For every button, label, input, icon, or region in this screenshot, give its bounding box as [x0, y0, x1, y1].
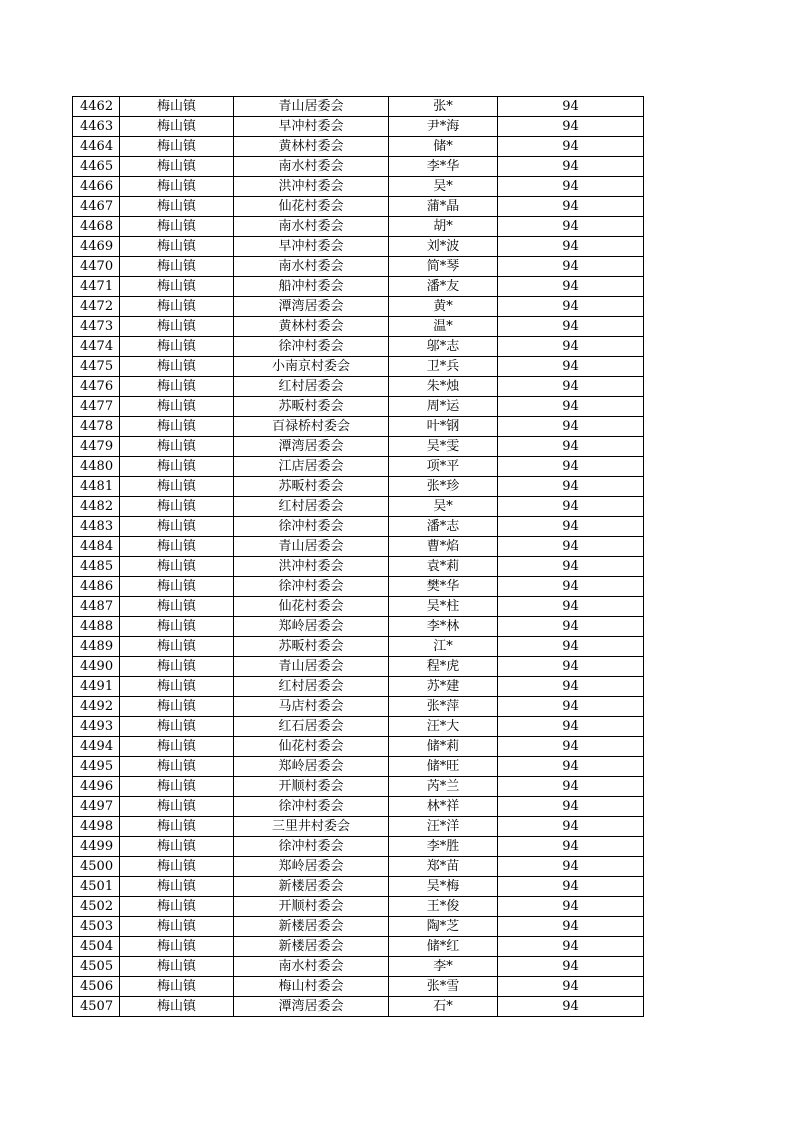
- table-row: [73, 217, 644, 237]
- cell-name: 胡*: [389, 217, 498, 237]
- cell-town: 梅山镇: [120, 257, 234, 277]
- cell-town: 梅山镇: [120, 597, 234, 617]
- cell-town: 梅山镇: [120, 877, 234, 897]
- cell-name: 陶*芝: [389, 917, 498, 937]
- cell-score: 94: [498, 857, 644, 877]
- cell-name: 周*运: [389, 397, 498, 417]
- cell-town: 梅山镇: [120, 897, 234, 917]
- cell-score: 94: [498, 797, 644, 817]
- cell-score: 94: [498, 657, 644, 677]
- cell-id: 4497: [73, 797, 120, 817]
- cell-name: 苏*建: [389, 677, 498, 697]
- cell-id: 4500: [73, 857, 120, 877]
- table-row: [73, 497, 644, 517]
- cell-town: 梅山镇: [120, 857, 234, 877]
- cell-score: 94: [498, 257, 644, 277]
- table-row: [73, 357, 644, 377]
- cell-name: 林*祥: [389, 797, 498, 817]
- table-row: [73, 277, 644, 297]
- cell-town: 梅山镇: [120, 777, 234, 797]
- cell-id: 4464: [73, 137, 120, 157]
- cell-score: 94: [498, 577, 644, 597]
- cell-town: 梅山镇: [120, 757, 234, 777]
- cell-score: 94: [498, 597, 644, 617]
- cell-id: 4488: [73, 617, 120, 637]
- cell-score: 94: [498, 377, 644, 397]
- cell-score: 94: [498, 537, 644, 557]
- cell-town: 梅山镇: [120, 637, 234, 657]
- cell-id: 4507: [73, 997, 120, 1017]
- cell-name: 潘*友: [389, 277, 498, 297]
- cell-name: 刘*波: [389, 237, 498, 257]
- cell-name: 尹*海: [389, 117, 498, 137]
- cell-town: 梅山镇: [120, 237, 234, 257]
- cell-score: 94: [498, 637, 644, 657]
- table-row: [73, 117, 644, 137]
- cell-committee: 新楼居委会: [234, 937, 389, 957]
- cell-score: 94: [498, 237, 644, 257]
- cell-id: 4468: [73, 217, 120, 237]
- cell-id: 4467: [73, 197, 120, 217]
- cell-score: 94: [498, 697, 644, 717]
- cell-name: 李*胜: [389, 837, 498, 857]
- cell-town: 梅山镇: [120, 717, 234, 737]
- table-row: [73, 837, 644, 857]
- cell-name: 吴*: [389, 177, 498, 197]
- cell-score: 94: [498, 677, 644, 697]
- table-body: [73, 97, 644, 1017]
- table-row: [73, 917, 644, 937]
- cell-town: 梅山镇: [120, 357, 234, 377]
- cell-id: 4485: [73, 557, 120, 577]
- cell-score: 94: [498, 297, 644, 317]
- cell-id: 4487: [73, 597, 120, 617]
- cell-committee: 梅山村委会: [234, 977, 389, 997]
- cell-town: 梅山镇: [120, 397, 234, 417]
- cell-committee: 苏畈村委会: [234, 477, 389, 497]
- cell-id: 4496: [73, 777, 120, 797]
- cell-committee: 红村居委会: [234, 377, 389, 397]
- cell-committee: 徐冲村委会: [234, 797, 389, 817]
- cell-committee: 开顺村委会: [234, 897, 389, 917]
- table-row: [73, 137, 644, 157]
- cell-committee: 徐冲村委会: [234, 337, 389, 357]
- cell-id: 4477: [73, 397, 120, 417]
- cell-id: 4473: [73, 317, 120, 337]
- cell-committee: 洪冲村委会: [234, 177, 389, 197]
- table-row: [73, 857, 644, 877]
- cell-committee: 百禄桥村委会: [234, 417, 389, 437]
- cell-committee: 江店居委会: [234, 457, 389, 477]
- cell-committee: 红石居委会: [234, 717, 389, 737]
- cell-town: 梅山镇: [120, 557, 234, 577]
- cell-name: 储*莉: [389, 737, 498, 757]
- cell-committee: 早冲村委会: [234, 117, 389, 137]
- cell-town: 梅山镇: [120, 337, 234, 357]
- cell-name: 李*: [389, 957, 498, 977]
- cell-committee: 南水村委会: [234, 957, 389, 977]
- cell-id: 4486: [73, 577, 120, 597]
- cell-name: 李*华: [389, 157, 498, 177]
- cell-id: 4482: [73, 497, 120, 517]
- cell-score: 94: [498, 777, 644, 797]
- cell-score: 94: [498, 837, 644, 857]
- cell-name: 王*俊: [389, 897, 498, 917]
- cell-name: 吴*柱: [389, 597, 498, 617]
- cell-score: 94: [498, 417, 644, 437]
- cell-town: 梅山镇: [120, 377, 234, 397]
- cell-town: 梅山镇: [120, 217, 234, 237]
- cell-town: 梅山镇: [120, 157, 234, 177]
- cell-town: 梅山镇: [120, 837, 234, 857]
- cell-town: 梅山镇: [120, 977, 234, 997]
- cell-committee: 郑岭居委会: [234, 757, 389, 777]
- cell-name: 江*: [389, 637, 498, 657]
- cell-id: 4489: [73, 637, 120, 657]
- cell-id: 4481: [73, 477, 120, 497]
- cell-id: 4476: [73, 377, 120, 397]
- cell-town: 梅山镇: [120, 517, 234, 537]
- table-row: [73, 337, 644, 357]
- cell-id: 4465: [73, 157, 120, 177]
- table-row: [73, 177, 644, 197]
- table-row: [73, 297, 644, 317]
- cell-committee: 三里井村委会: [234, 817, 389, 837]
- cell-score: 94: [498, 157, 644, 177]
- cell-name: 曹*焰: [389, 537, 498, 557]
- table-row: [73, 657, 644, 677]
- cell-id: 4492: [73, 697, 120, 717]
- cell-committee: 潭湾居委会: [234, 297, 389, 317]
- cell-score: 94: [498, 737, 644, 757]
- cell-town: 梅山镇: [120, 997, 234, 1017]
- table-row: [73, 737, 644, 757]
- cell-name: 汪*洋: [389, 817, 498, 837]
- cell-town: 梅山镇: [120, 677, 234, 697]
- cell-town: 梅山镇: [120, 137, 234, 157]
- cell-town: 梅山镇: [120, 477, 234, 497]
- cell-committee: 徐冲村委会: [234, 837, 389, 857]
- cell-name: 吴*梅: [389, 877, 498, 897]
- cell-score: 94: [498, 477, 644, 497]
- cell-committee: 郑岭居委会: [234, 617, 389, 637]
- cell-town: 梅山镇: [120, 177, 234, 197]
- cell-score: 94: [498, 397, 644, 417]
- cell-name: 叶*钢: [389, 417, 498, 437]
- cell-id: 4466: [73, 177, 120, 197]
- cell-town: 梅山镇: [120, 617, 234, 637]
- cell-committee: 仙花村委会: [234, 597, 389, 617]
- cell-committee: 青山居委会: [234, 537, 389, 557]
- table-row: [73, 237, 644, 257]
- cell-id: 4505: [73, 957, 120, 977]
- cell-town: 梅山镇: [120, 577, 234, 597]
- cell-score: 94: [498, 317, 644, 337]
- cell-id: 4493: [73, 717, 120, 737]
- cell-committee: 仙花村委会: [234, 197, 389, 217]
- cell-committee: 黄林村委会: [234, 317, 389, 337]
- cell-name: 温*: [389, 317, 498, 337]
- table-row: [73, 437, 644, 457]
- cell-score: 94: [498, 117, 644, 137]
- cell-town: 梅山镇: [120, 957, 234, 977]
- table-row: [73, 957, 644, 977]
- cell-name: 储*红: [389, 937, 498, 957]
- cell-score: 94: [498, 337, 644, 357]
- cell-name: 吴*雯: [389, 437, 498, 457]
- table-row: [73, 897, 644, 917]
- table-row: [73, 977, 644, 997]
- cell-town: 梅山镇: [120, 797, 234, 817]
- cell-town: 梅山镇: [120, 297, 234, 317]
- cell-name: 吴*: [389, 497, 498, 517]
- table-row: [73, 457, 644, 477]
- cell-score: 94: [498, 617, 644, 637]
- cell-score: 94: [498, 957, 644, 977]
- cell-id: 4494: [73, 737, 120, 757]
- cell-score: 94: [498, 997, 644, 1017]
- cell-committee: 早冲村委会: [234, 237, 389, 257]
- cell-town: 梅山镇: [120, 117, 234, 137]
- cell-name: 卫*兵: [389, 357, 498, 377]
- cell-committee: 郑岭居委会: [234, 857, 389, 877]
- cell-score: 94: [498, 497, 644, 517]
- table-row: [73, 477, 644, 497]
- cell-committee: 红村居委会: [234, 677, 389, 697]
- cell-town: 梅山镇: [120, 817, 234, 837]
- cell-id: 4478: [73, 417, 120, 437]
- table-row: [73, 577, 644, 597]
- table-row: [73, 877, 644, 897]
- cell-id: 4469: [73, 237, 120, 257]
- cell-committee: 红村居委会: [234, 497, 389, 517]
- table-row: [73, 257, 644, 277]
- table-row: [73, 617, 644, 637]
- cell-town: 梅山镇: [120, 437, 234, 457]
- cell-name: 张*珍: [389, 477, 498, 497]
- table-row: [73, 717, 644, 737]
- cell-committee: 徐冲村委会: [234, 577, 389, 597]
- cell-score: 94: [498, 277, 644, 297]
- table-row: [73, 317, 644, 337]
- cell-name: 黄*: [389, 297, 498, 317]
- cell-name: 郑*苗: [389, 857, 498, 877]
- cell-score: 94: [498, 557, 644, 577]
- cell-id: 4483: [73, 517, 120, 537]
- cell-id: 4472: [73, 297, 120, 317]
- cell-name: 储*: [389, 137, 498, 157]
- cell-name: 储*旺: [389, 757, 498, 777]
- cell-id: 4475: [73, 357, 120, 377]
- cell-committee: 新楼居委会: [234, 917, 389, 937]
- table-row: [73, 517, 644, 537]
- cell-town: 梅山镇: [120, 417, 234, 437]
- table-row: [73, 697, 644, 717]
- cell-committee: 苏畈村委会: [234, 397, 389, 417]
- cell-town: 梅山镇: [120, 937, 234, 957]
- cell-name: 汪*大: [389, 717, 498, 737]
- cell-committee: 徐冲村委会: [234, 517, 389, 537]
- cell-town: 梅山镇: [120, 537, 234, 557]
- table-row: [73, 937, 644, 957]
- cell-name: 张*雪: [389, 977, 498, 997]
- cell-name: 樊*华: [389, 577, 498, 597]
- cell-score: 94: [498, 137, 644, 157]
- cell-town: 梅山镇: [120, 197, 234, 217]
- cell-committee: 南水村委会: [234, 257, 389, 277]
- cell-score: 94: [498, 897, 644, 917]
- cell-score: 94: [498, 977, 644, 997]
- table-row: [73, 377, 644, 397]
- table-row: [73, 757, 644, 777]
- cell-id: 4462: [73, 97, 120, 117]
- cell-id: 4501: [73, 877, 120, 897]
- cell-name: 简*琴: [389, 257, 498, 277]
- cell-id: 4499: [73, 837, 120, 857]
- cell-name: 石*: [389, 997, 498, 1017]
- cell-score: 94: [498, 917, 644, 937]
- cell-score: 94: [498, 177, 644, 197]
- cell-committee: 洪冲村委会: [234, 557, 389, 577]
- cell-score: 94: [498, 817, 644, 837]
- cell-town: 梅山镇: [120, 497, 234, 517]
- cell-id: 4484: [73, 537, 120, 557]
- cell-town: 梅山镇: [120, 317, 234, 337]
- cell-id: 4480: [73, 457, 120, 477]
- cell-name: 芮*兰: [389, 777, 498, 797]
- cell-name: 李*林: [389, 617, 498, 637]
- table-row: [73, 97, 644, 117]
- table-row: [73, 557, 644, 577]
- cell-name: 袁*莉: [389, 557, 498, 577]
- cell-committee: 青山居委会: [234, 97, 389, 117]
- table-row: [73, 597, 644, 617]
- cell-id: 4479: [73, 437, 120, 457]
- cell-committee: 南水村委会: [234, 217, 389, 237]
- cell-id: 4506: [73, 977, 120, 997]
- data-table: [72, 96, 644, 1017]
- cell-score: 94: [498, 197, 644, 217]
- cell-name: 张*萍: [389, 697, 498, 717]
- cell-score: 94: [498, 457, 644, 477]
- cell-id: 4502: [73, 897, 120, 917]
- cell-score: 94: [498, 877, 644, 897]
- cell-name: 朱*烛: [389, 377, 498, 397]
- cell-committee: 潭湾居委会: [234, 437, 389, 457]
- cell-town: 梅山镇: [120, 737, 234, 757]
- table-row: [73, 677, 644, 697]
- table-row: [73, 197, 644, 217]
- cell-town: 梅山镇: [120, 657, 234, 677]
- cell-committee: 新楼居委会: [234, 877, 389, 897]
- cell-committee: 青山居委会: [234, 657, 389, 677]
- cell-score: 94: [498, 437, 644, 457]
- cell-town: 梅山镇: [120, 277, 234, 297]
- cell-name: 潘*志: [389, 517, 498, 537]
- table-row: [73, 637, 644, 657]
- cell-name: 张*: [389, 97, 498, 117]
- cell-id: 4490: [73, 657, 120, 677]
- cell-score: 94: [498, 217, 644, 237]
- cell-name: 项*平: [389, 457, 498, 477]
- cell-id: 4498: [73, 817, 120, 837]
- cell-committee: 仙花村委会: [234, 737, 389, 757]
- cell-id: 4491: [73, 677, 120, 697]
- cell-name: 程*虎: [389, 657, 498, 677]
- table-row: [73, 537, 644, 557]
- cell-score: 94: [498, 357, 644, 377]
- cell-town: 梅山镇: [120, 457, 234, 477]
- cell-committee: 小南京村委会: [234, 357, 389, 377]
- table-row: [73, 157, 644, 177]
- table-row: [73, 417, 644, 437]
- cell-committee: 开顺村委会: [234, 777, 389, 797]
- cell-id: 4463: [73, 117, 120, 137]
- cell-score: 94: [498, 517, 644, 537]
- table-row: [73, 817, 644, 837]
- cell-id: 4504: [73, 937, 120, 957]
- cell-town: 梅山镇: [120, 97, 234, 117]
- cell-committee: 苏畈村委会: [234, 637, 389, 657]
- cell-committee: 船冲村委会: [234, 277, 389, 297]
- cell-town: 梅山镇: [120, 917, 234, 937]
- cell-id: 4503: [73, 917, 120, 937]
- cell-id: 4471: [73, 277, 120, 297]
- table-row: [73, 777, 644, 797]
- table-row: [73, 997, 644, 1017]
- cell-score: 94: [498, 757, 644, 777]
- cell-id: 4474: [73, 337, 120, 357]
- cell-committee: 马店村委会: [234, 697, 389, 717]
- cell-committee: 南水村委会: [234, 157, 389, 177]
- table-row: [73, 797, 644, 817]
- cell-id: 4495: [73, 757, 120, 777]
- cell-committee: 黄林村委会: [234, 137, 389, 157]
- table-row: [73, 397, 644, 417]
- cell-score: 94: [498, 717, 644, 737]
- cell-id: 4470: [73, 257, 120, 277]
- cell-score: 94: [498, 97, 644, 117]
- cell-score: 94: [498, 937, 644, 957]
- cell-town: 梅山镇: [120, 697, 234, 717]
- cell-committee: 潭湾居委会: [234, 997, 389, 1017]
- cell-name: 蒲*晶: [389, 197, 498, 217]
- cell-name: 邬*志: [389, 337, 498, 357]
